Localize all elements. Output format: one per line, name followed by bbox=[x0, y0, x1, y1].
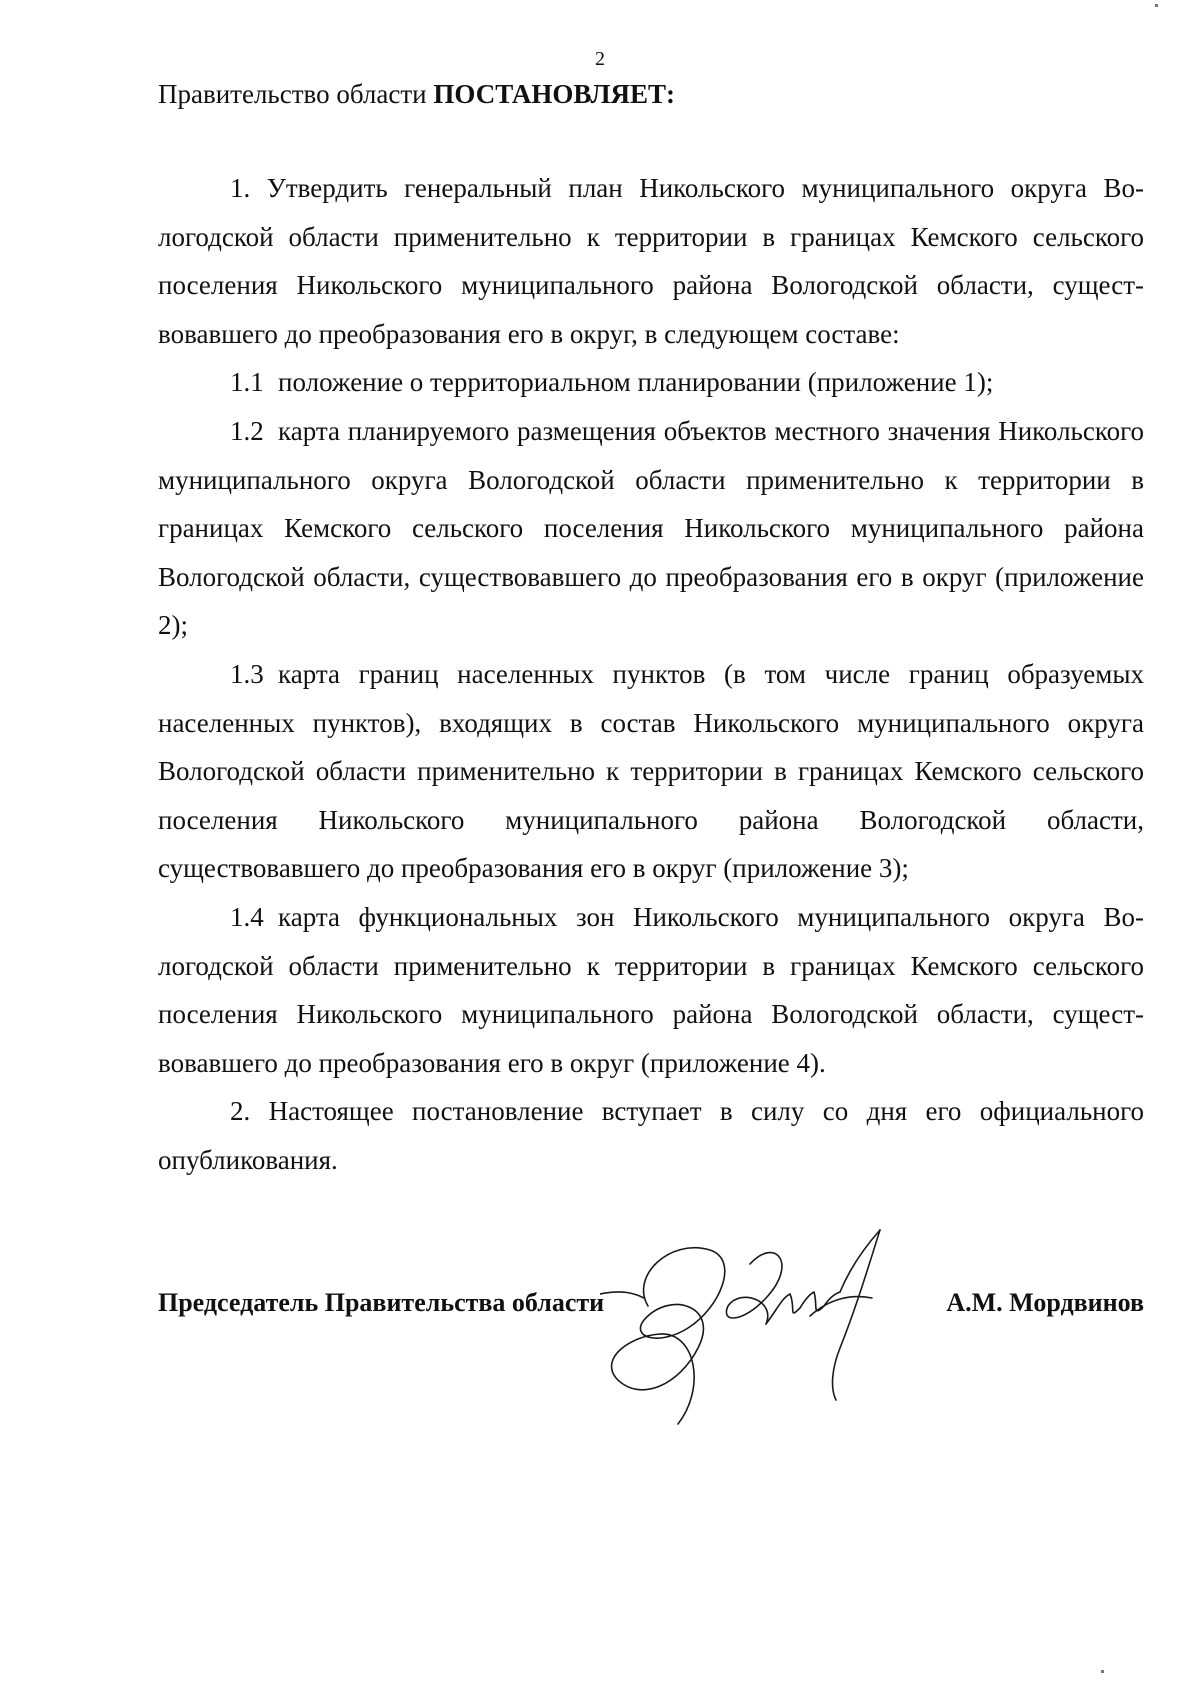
paragraph-1-1-text: положение о территориальном планировании (приложение 1); bbox=[278, 367, 994, 398]
scan-edge-mark bbox=[1101, 1670, 1104, 1673]
intro-bold-word: ПОСТАНОВЛЯЕТ: bbox=[433, 79, 675, 109]
paragraph-2 bbox=[158, 1087, 1144, 1184]
scan-edge-mark bbox=[1155, 4, 1158, 7]
page-number: 2 bbox=[595, 48, 605, 70]
paragraph-1-2-number: 1.2 bbox=[230, 415, 264, 446]
signature-block bbox=[158, 1288, 1144, 1328]
paragraph-1 bbox=[158, 164, 1144, 358]
paragraph-1-3 bbox=[158, 650, 1144, 893]
paragraph-1-4 bbox=[158, 893, 1144, 1087]
signatory-title: Председатель Правительства области bbox=[158, 1288, 605, 1317]
resolution-intro bbox=[158, 74, 675, 114]
paragraph-1-3-text: карта границ населенных пунктов (в том числе границ образуемых населенных пунктов), входящих в состав Никольского муниципального округа Вологодской области применительно к территории в границах Кемского сельского поселения Никольского муниципального района Вологодской области, существовавшего до преобразования его в округ (приложение 3); bbox=[158, 658, 1144, 884]
paragraph-2-text: 2. Настоящее постановление вступает в силу со дня его официального опубликования. bbox=[158, 1096, 1144, 1175]
paragraph-1-4-text: карта функциональных зон Никольского муниципального округа Вологодской области применительно к территории в границах Кемского сельского поселения Никольского муниципального района Вологодской области, существовавшего до преобразования его в округ (приложение 4). bbox=[158, 901, 1144, 1078]
resolution-body bbox=[158, 164, 1144, 1184]
signatory-name: А.М. Мордвинов bbox=[946, 1288, 1144, 1317]
intro-text: Правительство области bbox=[158, 79, 434, 109]
paragraph-1-4-number: 1.4 bbox=[230, 901, 264, 932]
paragraph-1-2-text: карта планируемого размещения объектов местного значения Никольского муниципального округа Вологодской области применительно к территории в границах Кемского сельского поселения Никольского муниципального района Вологодской области, существовавшего до преобразования его в округ (приложение 2); bbox=[158, 415, 1144, 641]
paragraph-1-text: 1. Утвердить генеральный план Никольского муниципального округа Вологодской области применительно к территории в границах Кемского сельского поселения Никольского муниципального района Вологодской области, существовавшего до преобразования его в округ, в следующем составе: bbox=[158, 173, 1144, 349]
paragraph-1-1 bbox=[158, 358, 1144, 407]
paragraph-1-2 bbox=[158, 407, 1144, 650]
paragraph-1-3-number: 1.3 bbox=[230, 658, 264, 689]
handwritten-signature bbox=[600, 1228, 960, 1428]
paragraph-1-1-number: 1.1 bbox=[230, 367, 264, 398]
